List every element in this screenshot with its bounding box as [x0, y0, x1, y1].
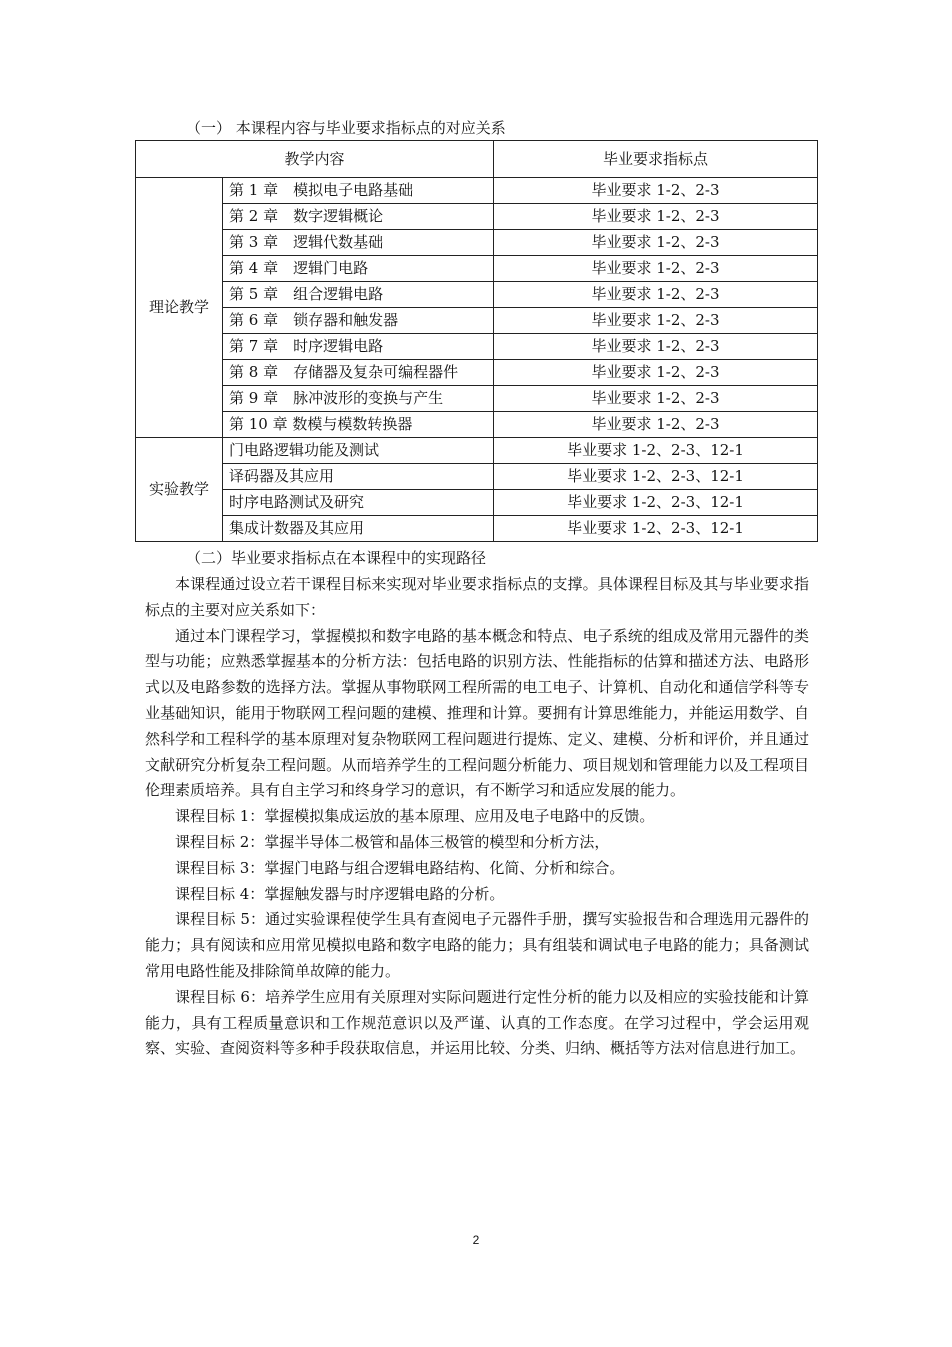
paragraph: 课程目标 1：掌握模拟集成运放的基本原理、应用及电子电路中的反馈。 [175, 807, 655, 826]
chapter-cell: 第 2 章 数字逻辑概论 [223, 204, 494, 230]
table-row [136, 256, 818, 282]
table-row [136, 516, 818, 542]
table-row [136, 204, 818, 230]
paragraph: 通过本门课程学习，掌握模拟和数字电路的基本概念和特点、电子系统的组成及常用元器件的类型与功能；应熟悉掌握基本的分析方法：包括电路的识别方法、性能指标的估算和描述方法、电路形式以及电路参数的选择方法。掌握从事物联网工程所需的电工电子、计算机、自动化和通信学科等专业基础知识，能用于物联网工程问题的建模、推理和计算。要拥有计算思维能力，并能运用数学、自然科学和工程科学的基本原理对复杂物联网工程问题进行提炼、定义、建模、分析和评价，并且通过文献研究分析复杂工程问题。从而培养学生的工程问题分析能力、项目规划和管理能力以及工程项目伦理素质培养。具有自主学习和终身学习的意识，有不断学习和适应发展的能力。 [145, 626, 809, 800]
table-row [136, 282, 818, 308]
lab-cell: 时序电路测试及研究 [223, 490, 494, 516]
body-text [145, 572, 809, 1062]
paragraph: 课程目标 4：掌握触发器与时序逻辑电路的分析。 [175, 884, 505, 903]
requirement-cell: 毕业要求 1-2、2-3、12-1 [494, 516, 818, 542]
table-row [136, 386, 818, 412]
chapter-cell: 第 6 章 锁存器和触发器 [223, 308, 494, 334]
lab-cell: 集成计数器及其应用 [223, 516, 494, 542]
section-title-1: （一） 本课程内容与毕业要求指标点的对应关系 [186, 119, 506, 137]
requirement-cell: 毕业要求 1-2、2-3、12-1 [494, 464, 818, 490]
table-row [136, 464, 818, 490]
page-number: 2 [472, 1233, 480, 1247]
requirement-cell: 毕业要求 1-2、2-3 [494, 282, 818, 308]
section-title-2: （二）毕业要求指标点在本课程中的实现路径 [186, 549, 487, 567]
chapter-cell: 第 1 章 模拟电子电路基础 [223, 178, 494, 204]
requirement-cell: 毕业要求 1-2、2-3 [494, 334, 818, 360]
requirement-cell: 毕业要求 1-2、2-3 [494, 412, 818, 438]
table-header-row [136, 141, 818, 178]
table-row [136, 334, 818, 360]
paragraph: 课程目标 6：培养学生应用有关原理对实际问题进行定性分析的能力以及相应的实验技能和计算能力，具有工程质量意识和工作规范意识以及严谨、认真的工作态度。在学习过程中，学会运用观察、实验、查阅资料等多种手段获取信息，并运用比较、分类、归纳、概括等方法对信息进行加工。 [145, 987, 809, 1058]
chapter-cell: 第 8 章 存储器及复杂可编程器件 [223, 360, 494, 386]
requirement-cell: 毕业要求 1-2、2-3 [494, 386, 818, 412]
paragraph: 课程目标 3：掌握门电路与组合逻辑电路结构、化简、分析和综合。 [175, 858, 625, 877]
requirement-cell: 毕业要求 1-2、2-3 [494, 308, 818, 334]
requirement-cell: 毕业要求 1-2、2-3、12-1 [494, 490, 818, 516]
chapter-cell: 第 7 章 时序逻辑电路 [223, 334, 494, 360]
header-indicator: 毕业要求指标点 [494, 141, 818, 178]
requirement-cell: 毕业要求 1-2、2-3 [494, 360, 818, 386]
paragraph: 课程目标 2：掌握半导体二极管和晶体三极管的模型和分析方法， [175, 832, 610, 851]
theory-label: 理论教学 [136, 178, 223, 438]
requirement-cell: 毕业要求 1-2、2-3 [494, 230, 818, 256]
requirement-cell: 毕业要求 1-2、2-3 [494, 256, 818, 282]
chapter-cell: 第 3 章 逻辑代数基础 [223, 230, 494, 256]
paragraph: 本课程通过设立若干课程目标来实现对毕业要求指标点的支撑。具体课程目标及其与毕业要求指标点的主要对应关系如下： [145, 575, 809, 619]
requirement-cell: 毕业要求 1-2、2-3 [494, 204, 818, 230]
table-row [136, 178, 818, 204]
table-row [136, 308, 818, 334]
requirement-cell: 毕业要求 1-2、2-3、12-1 [494, 438, 818, 464]
table-row [136, 438, 818, 464]
chapter-cell: 第 9 章 脉冲波形的变换与产生 [223, 386, 494, 412]
table-row [136, 360, 818, 386]
paragraph: 课程目标 5：通过实验课程使学生具有查阅电子元器件手册，撰写实验报告和合理选用元器件的能力；具有阅读和应用常见模拟电路和数字电路的能力；具有组装和调试电子电路的能力；具备测试常用电路性能及排除简单故障的能力。 [145, 910, 809, 980]
course-mapping-table [135, 140, 818, 542]
table-row [136, 230, 818, 256]
header-content: 教学内容 [136, 141, 494, 178]
chapter-cell: 第 4 章 逻辑门电路 [223, 256, 494, 282]
table-row [136, 412, 818, 438]
chapter-cell: 第 5 章 组合逻辑电路 [223, 282, 494, 308]
requirement-cell: 毕业要求 1-2、2-3 [494, 178, 818, 204]
chapter-cell: 第 10 章 数模与模数转换器 [223, 412, 494, 438]
lab-label: 实验教学 [136, 438, 223, 542]
table-row [136, 490, 818, 516]
lab-cell: 译码器及其应用 [223, 464, 494, 490]
lab-cell: 门电路逻辑功能及测试 [223, 438, 494, 464]
